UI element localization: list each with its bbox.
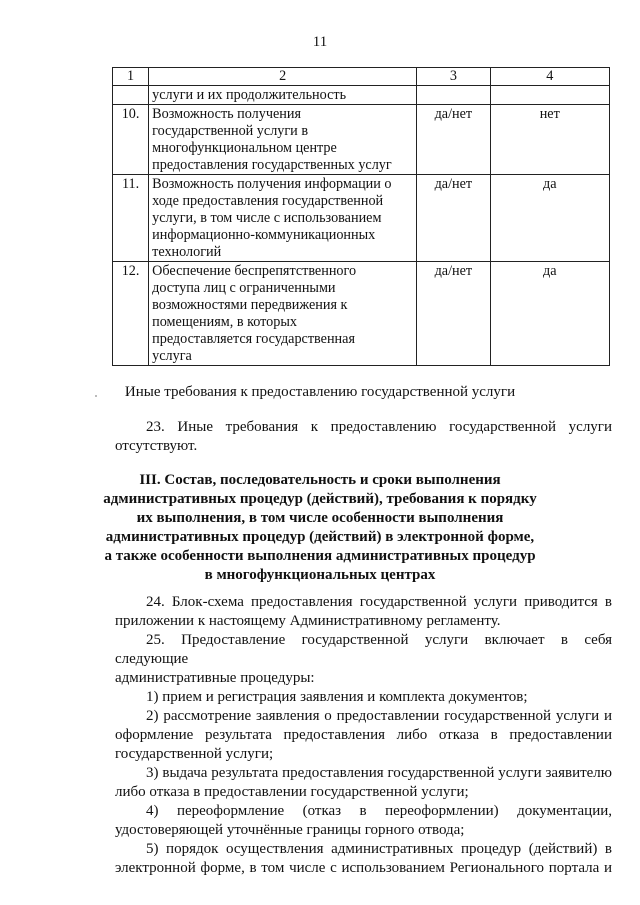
body-line: 24. Блок-схема предоставления государственной услуги приводится в: [146, 594, 612, 610]
continuation-cell: услуги и их продолжительность: [149, 86, 417, 105]
heading-line: III. Состав, последовательность и сроки выполнения: [139, 472, 501, 488]
paragraph-line: 23. Иные требования к предоставлению государственной услуги: [146, 419, 612, 435]
paragraph-23: [115, 418, 612, 456]
body-line: 5) порядок осуществления административных процедур (действий) в: [146, 841, 612, 857]
requirements-table: [112, 67, 610, 366]
body-line: 25. Предоставление государственной услуги включает в себя следующие: [115, 632, 612, 667]
header-cell-2: 2: [149, 68, 417, 86]
body-line: 4) переоформление (отказ в переоформлении) документации,: [146, 803, 612, 819]
row-description: Возможность получения информации о ходе предоставления государственной услуги, в том числе с использованием информационно-коммуникационных технологий: [149, 175, 417, 262]
table-row: [113, 262, 610, 366]
row-value: нет: [490, 105, 610, 175]
row-unit: да/нет: [417, 175, 490, 262]
body-line: оформление результата предоставления либо отказа в предоставлении: [115, 727, 612, 743]
body-line: либо отказа в предоставлении государственной услуги;: [115, 784, 469, 800]
table-row: [113, 105, 610, 175]
heading-line: а также особенности выполнения административных процедур: [104, 548, 536, 564]
table-header-row: [113, 68, 610, 86]
table-row-continuation: [113, 86, 610, 105]
body-line: удостоверяющей уточнённые границы горного отвода;: [115, 822, 465, 838]
heading-line: в многофункциональных центрах: [204, 567, 436, 583]
row-unit: да/нет: [417, 105, 490, 175]
heading-line: их выполнения, в том числе особенности выполнения: [136, 510, 504, 526]
heading-line: административных процедур (действий) в электронной форме,: [105, 529, 535, 545]
subsection-title: Иные требования к предоставлению государственной услуги: [124, 384, 516, 400]
paragraph-line: отсутствуют.: [115, 438, 198, 454]
row-value: да: [490, 175, 610, 262]
body-text: [115, 593, 612, 878]
body-line: 1) прием и регистрация заявления и комплекта документов;: [146, 689, 528, 705]
header-cell-1: 1: [113, 68, 149, 86]
body-line: приложении к настоящему Административному регламенту.: [115, 613, 501, 629]
row-description: Обеспечение беспрепятственного доступа лиц с ограниченными возможностями передвижения к помещениям, в которых предоставляется государственная услуга: [149, 262, 417, 366]
row-number: 10.: [113, 105, 149, 175]
header-cell-3: 3: [417, 68, 490, 86]
heading-line: административных процедур (действий), требования к порядку: [103, 491, 537, 507]
section-3-heading: [0, 471, 640, 585]
row-number: 11.: [113, 175, 149, 262]
page-number: 11: [312, 34, 328, 50]
row-description: Возможность получения государственной услуги в многофункциональном центре предоставления государственных услуг: [149, 105, 417, 175]
body-line: электронной форме, в том числе с использованием Регионального портала и: [115, 860, 612, 876]
row-value: да: [490, 262, 610, 366]
row-number: 12.: [113, 262, 149, 366]
body-line: государственной услуги;: [115, 746, 274, 762]
body-line: 3) выдача результата предоставления государственной услуги заявителю: [146, 765, 612, 781]
table-row: [113, 175, 610, 262]
body-line: 2) рассмотрение заявления о предоставлении государственной услуги и: [146, 708, 612, 724]
body-line: административные процедуры:: [115, 670, 315, 686]
row-unit: да/нет: [417, 262, 490, 366]
header-cell-4: 4: [490, 68, 610, 86]
